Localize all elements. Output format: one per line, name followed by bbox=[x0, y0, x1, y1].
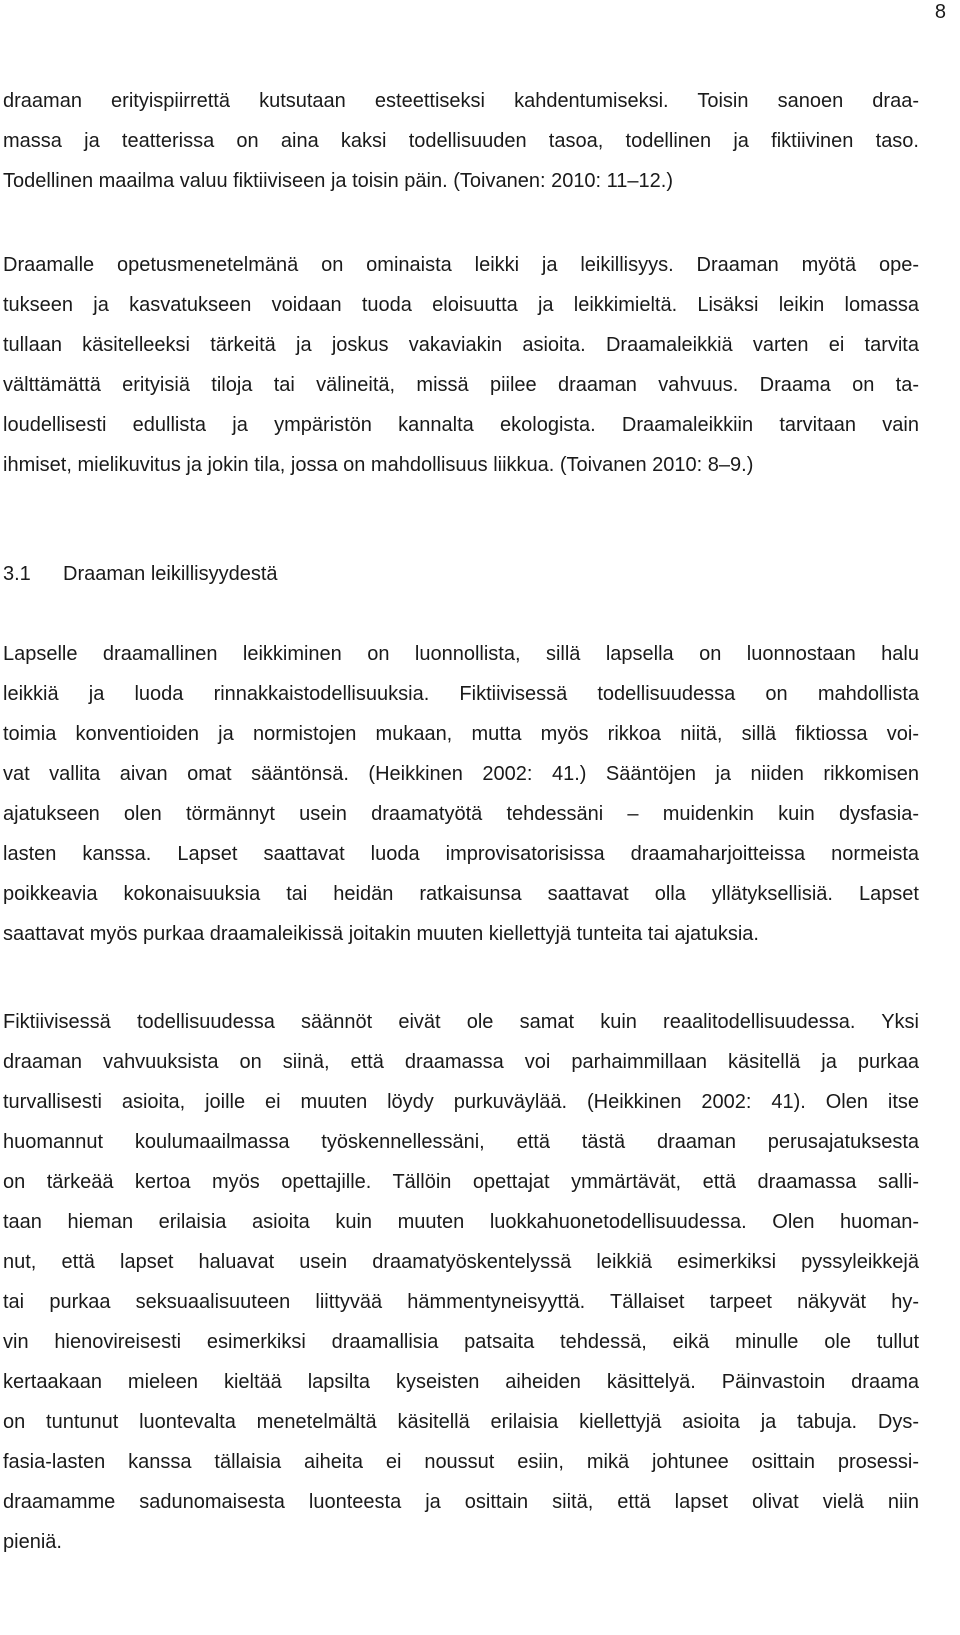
paragraph-2-line: välttämättä erityisiä tiloja tai välineitä, missä piilee draaman vahvuus. Draama on ta- bbox=[3, 374, 919, 396]
paragraph-4-line: taan hieman erilaisia asioita kuin muuten luokkahuonetodellisuudessa. Olen huoman- bbox=[3, 1211, 919, 1233]
section-number: 3.1 bbox=[3, 563, 31, 585]
paragraph-2-line: tukseen ja kasvatukseen voidaan tuoda eloisuutta ja leikkimieltä. Lisäksi leikin lomassa bbox=[3, 294, 919, 316]
paragraph-4-line: tai purkaa seksuaalisuuteen liittyvää hämmentyneisyyttä. Tällaiset tarpeet näkyvät hy- bbox=[3, 1291, 919, 1313]
paragraph-4-line: kertaakaan mieleen kieltää lapsilta kyseisten aiheiden käsittelyä. Päinvastoin draama bbox=[3, 1371, 919, 1393]
paragraph-3-line: ajatukseen olen törmännyt usein draamatyötä tehdessäni – muidenkin kuin dysfasia- bbox=[3, 803, 919, 825]
paragraph-3-line: saattavat myös purkaa draamaleikissä joitakin muuten kiellettyjä tunteita tai ajatuksia. bbox=[3, 923, 759, 945]
paragraph-2-line: tullaan käsitelleeksi tärkeitä ja joskus vakaviakin asioita. Draamaleikkiä varten ei tarvita bbox=[3, 334, 919, 356]
paragraph-1-line: draaman erityispiirrettä kutsutaan esteettiseksi kahdentumiseksi. Toisin sanoen draa- bbox=[3, 90, 919, 112]
paragraph-4-line: fasia-lasten kanssa tällaisia aiheita ei noussut esiin, mikä johtunee osittain prosessi- bbox=[3, 1451, 919, 1473]
paragraph-4-line: draamamme sadunomaisesta luonteesta ja osittain siitä, että lapset olivat vielä niin bbox=[3, 1491, 919, 1513]
paragraph-1-line: Todellinen maailma valuu fiktiiviseen ja toisin päin. (Toivanen: 2010: 11–12.) bbox=[3, 170, 674, 192]
paragraph-3-line: lasten kanssa. Lapset saattavat luoda improvisatorisissa draamaharjoitteissa normeista bbox=[3, 843, 919, 865]
paragraph-4-line: Fiktiivisessä todellisuudessa säännöt eivät ole samat kuin reaalitodellisuudessa. Yksi bbox=[3, 1011, 919, 1033]
paragraph-4-line: vin hienovireisesti esimerkiksi draamallisia patsaita tehdessä, eikä minulle ole tullut bbox=[3, 1331, 919, 1353]
paragraph-2-line: Draamalle opetusmenetelmänä on ominaista leikki ja leikillisyys. Draaman myötä ope- bbox=[3, 254, 919, 276]
paragraph-4-line: nut, että lapset haluavat usein draamatyöskentelyssä leikkiä esimerkiksi pyssyleikkejä bbox=[3, 1251, 919, 1273]
paragraph-4-line: pieniä. bbox=[3, 1531, 62, 1553]
paragraph-4-line: turvallisesti asioita, joille ei muuten löydy purkuväylää. (Heikkinen 2002: 41). Olen itse bbox=[3, 1091, 919, 1113]
paragraph-3-line: vat vallita aivan omat sääntönsä. (Heikkinen 2002: 41.) Sääntöjen ja niiden rikkomisen bbox=[3, 763, 919, 785]
page-number: 8 bbox=[934, 1, 946, 23]
section-title: Draaman leikillisyydestä bbox=[63, 563, 278, 585]
paragraph-4-line: on tärkeää kertoa myös opettajille. Tällöin opettajat ymmärtävät, että draamassa salli- bbox=[3, 1171, 919, 1193]
paragraph-4-line: on tuntunut luontevalta menetelmältä käsitellä erilaisia kiellettyjä asioita ja tabuja. Dys- bbox=[3, 1411, 919, 1433]
paragraph-3-line: Lapselle draamallinen leikkiminen on luonnollista, sillä lapsella on luonnostaan halu bbox=[3, 643, 919, 665]
paragraph-1-line: massa ja teatterissa on aina kaksi todellisuuden tasoa, todellinen ja fiktiivinen taso. bbox=[3, 130, 919, 152]
paragraph-3-line: toimia konventioiden ja normistojen mukaan, mutta myös rikkoa niitä, sillä fiktiossa voi- bbox=[3, 723, 919, 745]
paragraph-4-line: huomannut koulumaailmassa työskennellessäni, että tästä draaman perusajatuksesta bbox=[3, 1131, 919, 1153]
paragraph-4-line: draaman vahvuuksista on siinä, että draamassa voi parhaimmillaan käsitellä ja purkaa bbox=[3, 1051, 919, 1073]
paragraph-3-line: leikkiä ja luoda rinnakkaistodellisuuksia. Fiktiivisessä todellisuudessa on mahdollista bbox=[3, 683, 919, 705]
paragraph-2-line: loudellisesti edullista ja ympäristön kannalta ekologista. Draamaleikkiin tarvitaan vain bbox=[3, 414, 919, 436]
section-heading bbox=[3, 562, 919, 586]
paragraph-3-line: poikkeavia kokonaisuuksia tai heidän ratkaisunsa saattavat olla yllätyksellisiä. Lapset bbox=[3, 883, 919, 905]
paragraph-2-line: ihmiset, mielikuvitus ja jokin tila, jossa on mahdollisuus liikkua. (Toivanen 2010: 8–9.) bbox=[3, 454, 754, 476]
